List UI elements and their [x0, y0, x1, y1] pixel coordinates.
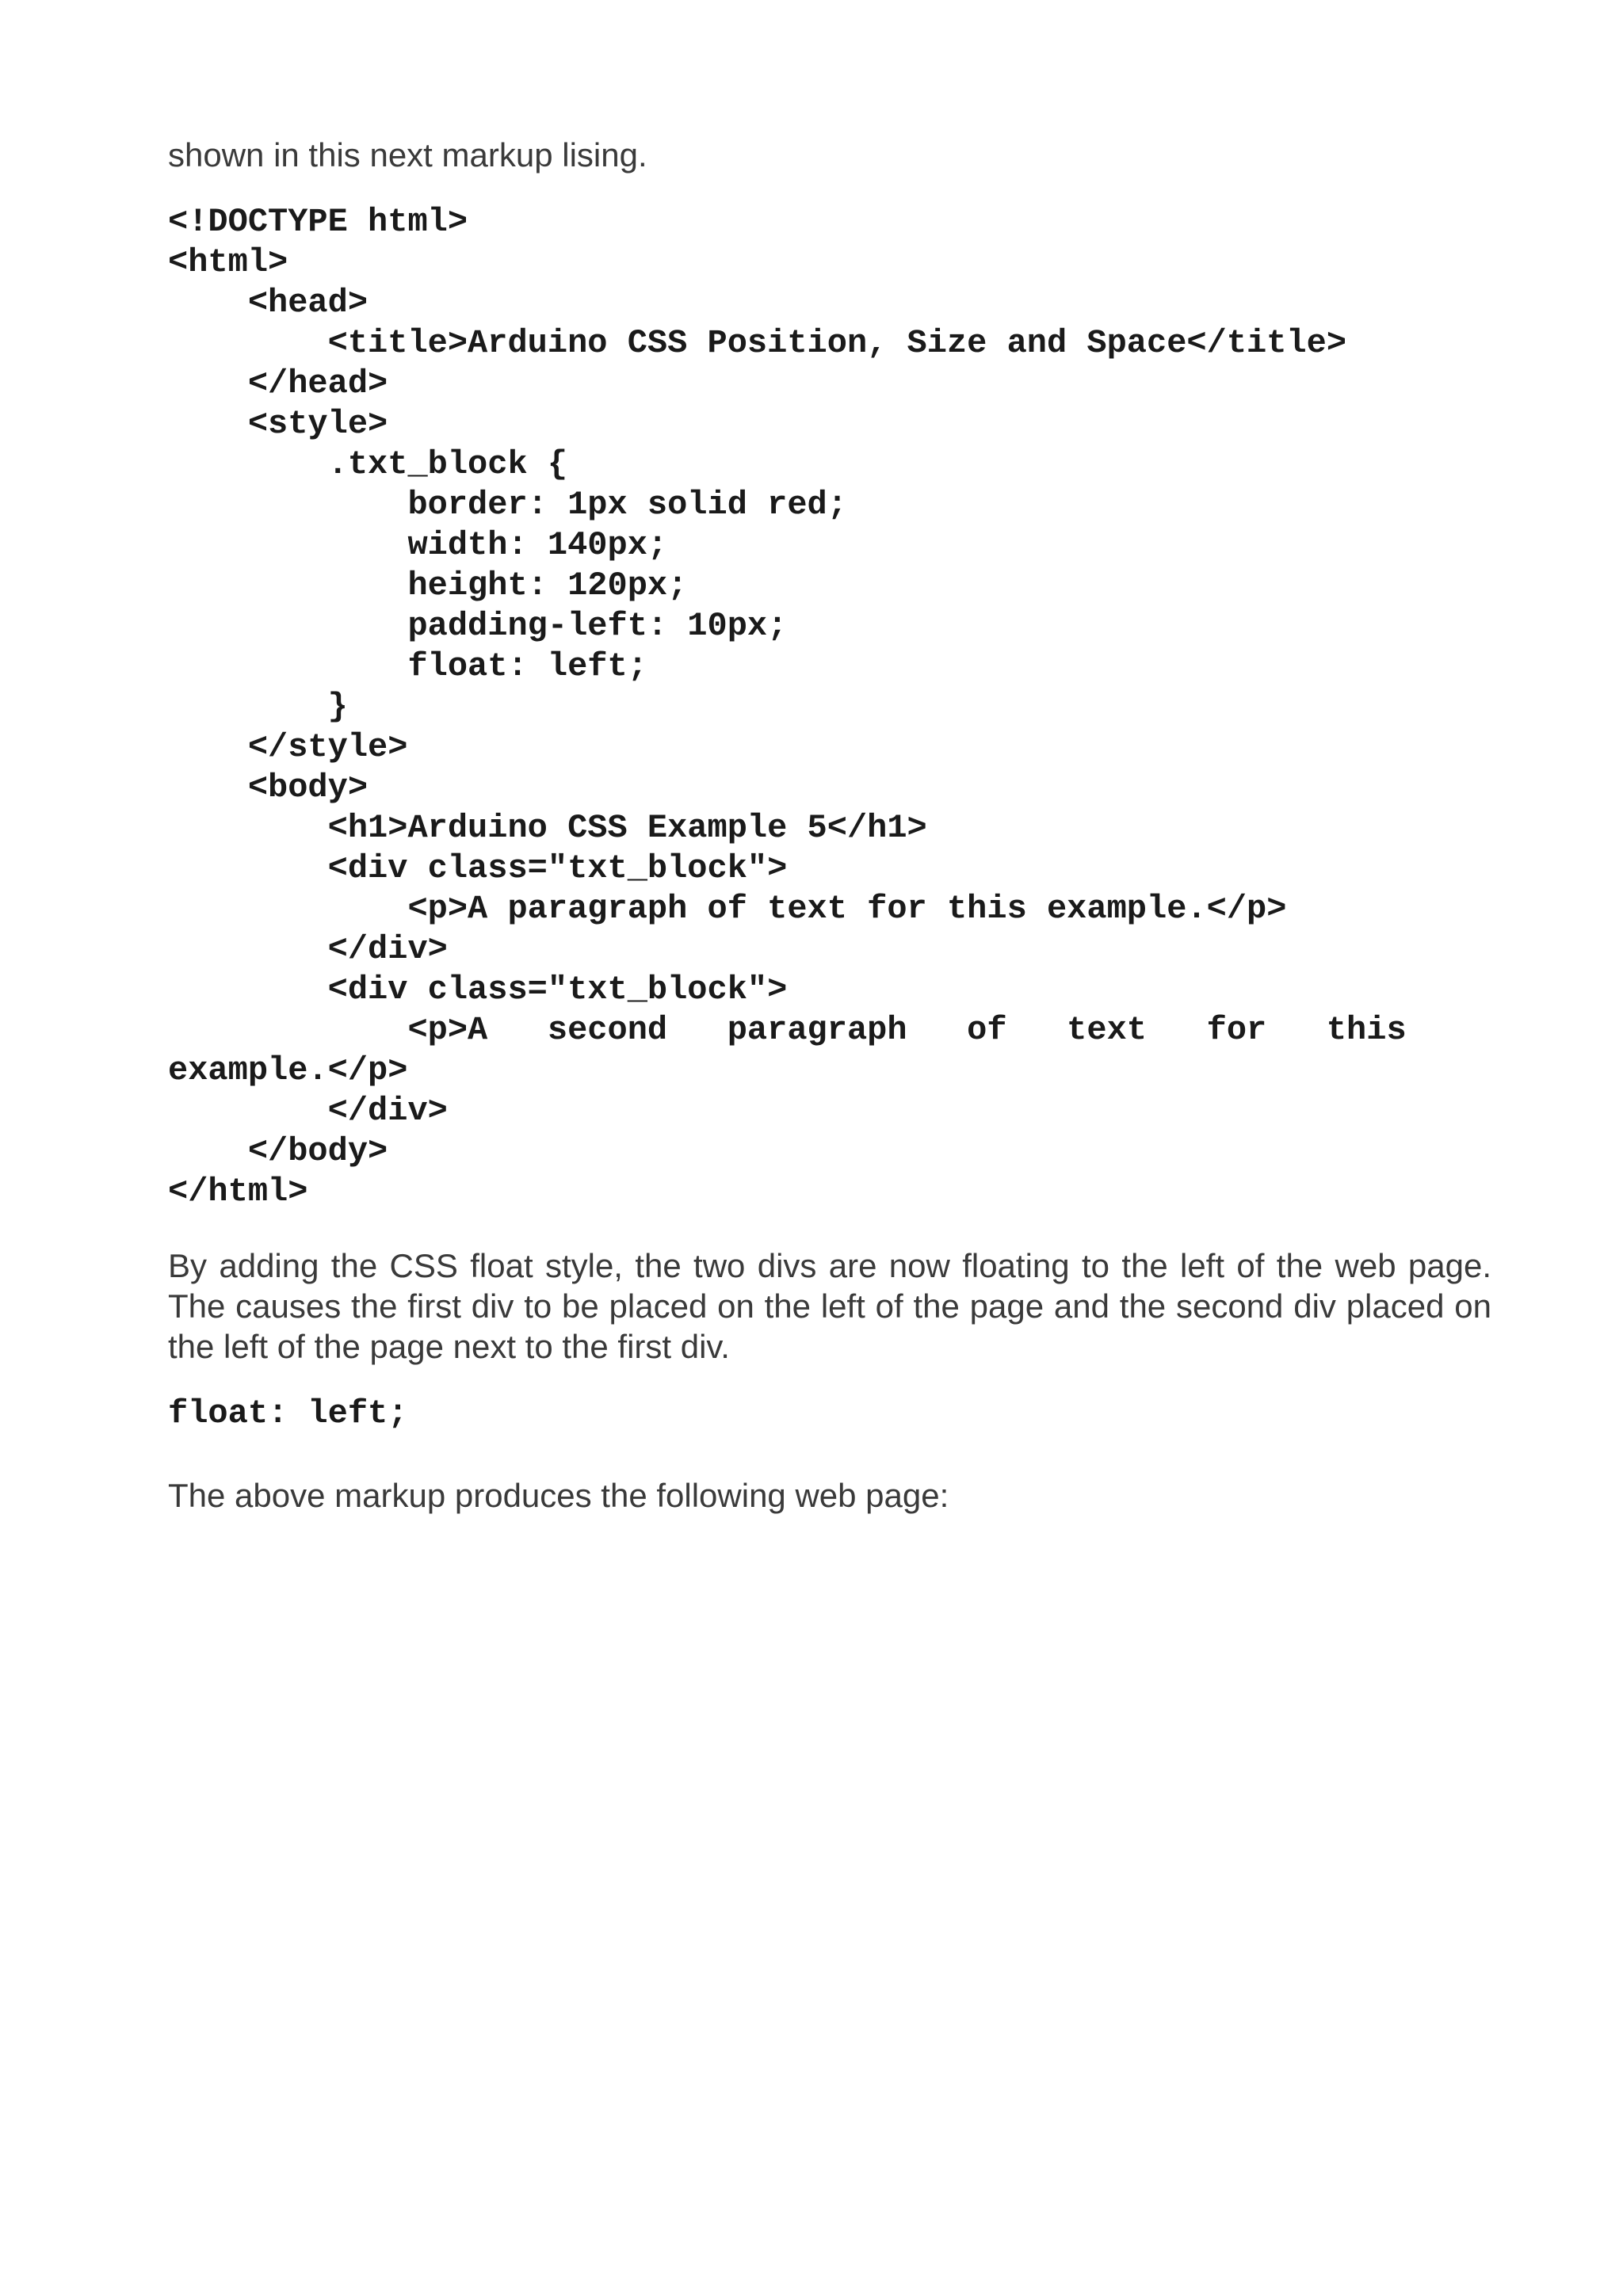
code-line: }: [168, 688, 348, 726]
code-line: float: left;: [168, 1394, 408, 1432]
code-line: <p>A second paragraph of text for this: [168, 1011, 1407, 1049]
code-line: </style>: [168, 728, 408, 766]
code-line: </html>: [168, 1173, 308, 1211]
code-listing: [168, 202, 1491, 1212]
code-line: <body>: [168, 769, 369, 807]
code-line: <html>: [168, 243, 288, 281]
code-line: width: 140px;: [168, 526, 668, 564]
code-line: <!DOCTYPE html>: [168, 203, 468, 241]
code-line: </div>: [168, 930, 448, 968]
code-line: <div class="txt_block">: [168, 971, 788, 1009]
float-code-snippet: [168, 1394, 1491, 1434]
code-line: float: left;: [168, 647, 647, 685]
code-line: <div class="txt_block">: [168, 849, 788, 887]
code-line: height: 120px;: [168, 566, 688, 605]
code-line: <h1>Arduino CSS Example 5</h1>: [168, 809, 927, 847]
code-line: </div>: [168, 1092, 448, 1130]
code-line: <head>: [168, 284, 369, 322]
code-line: </head>: [168, 364, 388, 402]
intro-paragraph: shown in this next markup lising.: [168, 136, 647, 174]
code-line: example.</p>: [168, 1051, 408, 1089]
code-line: .txt_block {: [168, 445, 568, 483]
code-line: padding-left: 10px;: [168, 607, 788, 645]
code-line: border: 1px solid red;: [168, 486, 847, 524]
explanation-paragraph: By adding the CSS float style, the two divs are now floating to the left of the web page. The causes the first div to be placed on the left of the page and the second div placed on the left of the page next to the first div.: [168, 1247, 1491, 1365]
code-line: <title>Arduino CSS Position, Size and Space</title>: [168, 324, 1347, 362]
document-page: [168, 135, 1491, 1516]
code-line: <p>A paragraph of text for this example.</p>: [168, 890, 1287, 928]
closing-paragraph: The above markup produces the following web page:: [168, 1477, 949, 1514]
code-line: <style>: [168, 405, 388, 443]
code-line: </body>: [168, 1132, 388, 1170]
